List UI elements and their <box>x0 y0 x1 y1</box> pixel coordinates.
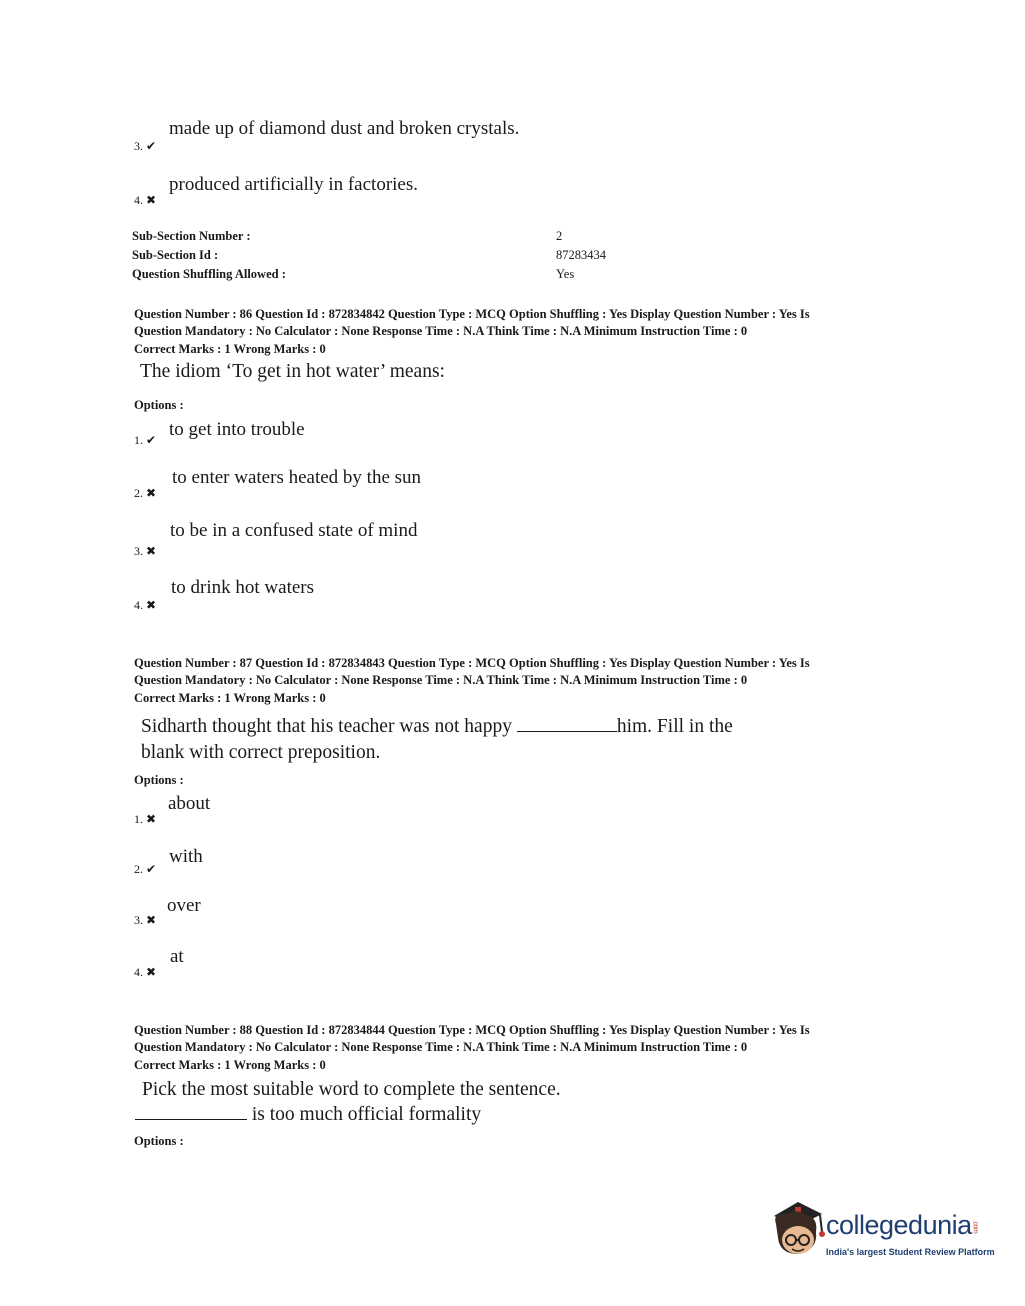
question-shuffling-label: Question Shuffling Allowed : <box>132 267 286 281</box>
option-number: 3. ✖ <box>134 913 157 927</box>
question-marks: Correct Marks : 1 Wrong Marks : 0 <box>134 342 326 356</box>
question-marks: Correct Marks : 1 Wrong Marks : 0 <box>134 1058 326 1072</box>
option-text: made up of diamond dust and broken crystals. <box>169 118 520 139</box>
question-meta <box>134 306 894 358</box>
subsection-number-label: Sub-Section Number : <box>132 229 251 243</box>
cross-icon: ✖ <box>146 812 157 826</box>
question-meta-line: Question Mandatory : No Calculator : None Response Time : N.A Think Time : N.A Minimum Instruction Time : 0 <box>134 1039 748 1054</box>
question-meta <box>134 655 894 707</box>
option-text: at <box>170 946 184 967</box>
question-meta-line: Question Number : 87 Question Id : 872834843 Question Type : MCQ Option Shuffling : Yes Display Question Number : Yes Is <box>134 656 810 670</box>
cross-icon: ✖ <box>146 544 157 558</box>
logo-suffix: .com <box>971 1220 979 1234</box>
question-text-line: blank with correct preposition. <box>141 742 381 763</box>
option-number: 4. ✖ <box>134 965 157 979</box>
question-marks: Correct Marks : 1 Wrong Marks : 0 <box>134 691 326 705</box>
question-text: The idiom ‘To get in hot water’ means: <box>140 361 445 382</box>
fill-blank <box>135 1101 247 1120</box>
option-text: to enter waters heated by the sun <box>172 467 422 488</box>
option-text: about <box>168 793 211 814</box>
question-meta-line: Question Mandatory : No Calculator : None Response Time : N.A Think Time : N.A Minimum Instruction Time : 0 <box>134 672 748 687</box>
question-shuffling-value: Yes <box>556 267 575 281</box>
option-number: 4. ✖ <box>134 193 157 207</box>
options-label: Options : <box>134 1134 184 1148</box>
option-number: 4. ✖ <box>134 598 157 612</box>
cross-icon: ✖ <box>146 965 157 979</box>
logo-wordmark: collegedunia.com <box>826 1210 979 1240</box>
subsection-number-value: 2 <box>556 229 563 243</box>
option-number: 3. ✔ <box>134 139 157 153</box>
cross-icon: ✖ <box>146 193 157 207</box>
option-text: with <box>169 846 203 867</box>
option-number: 2. ✔ <box>134 862 157 876</box>
cross-icon: ✖ <box>146 486 157 500</box>
question-meta <box>134 1022 894 1074</box>
options-label: Options : <box>134 773 184 787</box>
question-text-line: Pick the most suitable word to complete the sentence. <box>142 1079 561 1100</box>
cross-icon: ✖ <box>146 913 157 927</box>
question-meta-line: Question Mandatory : No Calculator : None Response Time : N.A Think Time : N.A Minimum Instruction Time : 0 <box>134 323 748 338</box>
option-number: 3. ✖ <box>134 544 157 558</box>
option-number: 1. ✖ <box>134 812 157 826</box>
option-text: to get into trouble <box>169 419 305 440</box>
check-icon: ✔ <box>146 139 157 153</box>
options-label: Options : <box>134 398 184 412</box>
subsection-id-value: 87283434 <box>556 248 606 262</box>
option-text: over <box>167 895 201 916</box>
option-number: 1. ✔ <box>134 433 157 447</box>
option-text: produced artificially in factories. <box>169 174 419 195</box>
mascot-icon <box>768 1198 826 1270</box>
option-number: 2. ✖ <box>134 486 157 500</box>
cross-icon: ✖ <box>146 598 157 612</box>
question-text <box>141 713 733 740</box>
check-icon: ✔ <box>146 862 157 876</box>
question-meta-line: Question Number : 86 Question Id : 872834842 Question Type : MCQ Option Shuffling : Yes Display Question Number : Yes Is <box>134 307 810 321</box>
logo-tagline: India's largest Student Review Platform <box>826 1247 995 1257</box>
fill-blank <box>517 713 617 732</box>
check-icon: ✔ <box>146 433 157 447</box>
subsection-id-label: Sub-Section Id : <box>132 248 219 262</box>
question-text-part: Sidharth thought that his teacher was not happy <box>141 716 512 737</box>
collegedunia-logo <box>768 1198 998 1268</box>
question-text-line <box>135 1101 481 1128</box>
question-text-part: him. Fill in the <box>616 716 733 737</box>
question-text-part: is too much official formality <box>251 1104 482 1125</box>
option-text: to drink hot waters <box>171 577 315 598</box>
option-text: to be in a confused state of mind <box>170 520 418 541</box>
question-meta-line: Question Number : 88 Question Id : 872834844 Question Type : MCQ Option Shuffling : Yes Display Question Number : Yes Is <box>134 1023 810 1037</box>
